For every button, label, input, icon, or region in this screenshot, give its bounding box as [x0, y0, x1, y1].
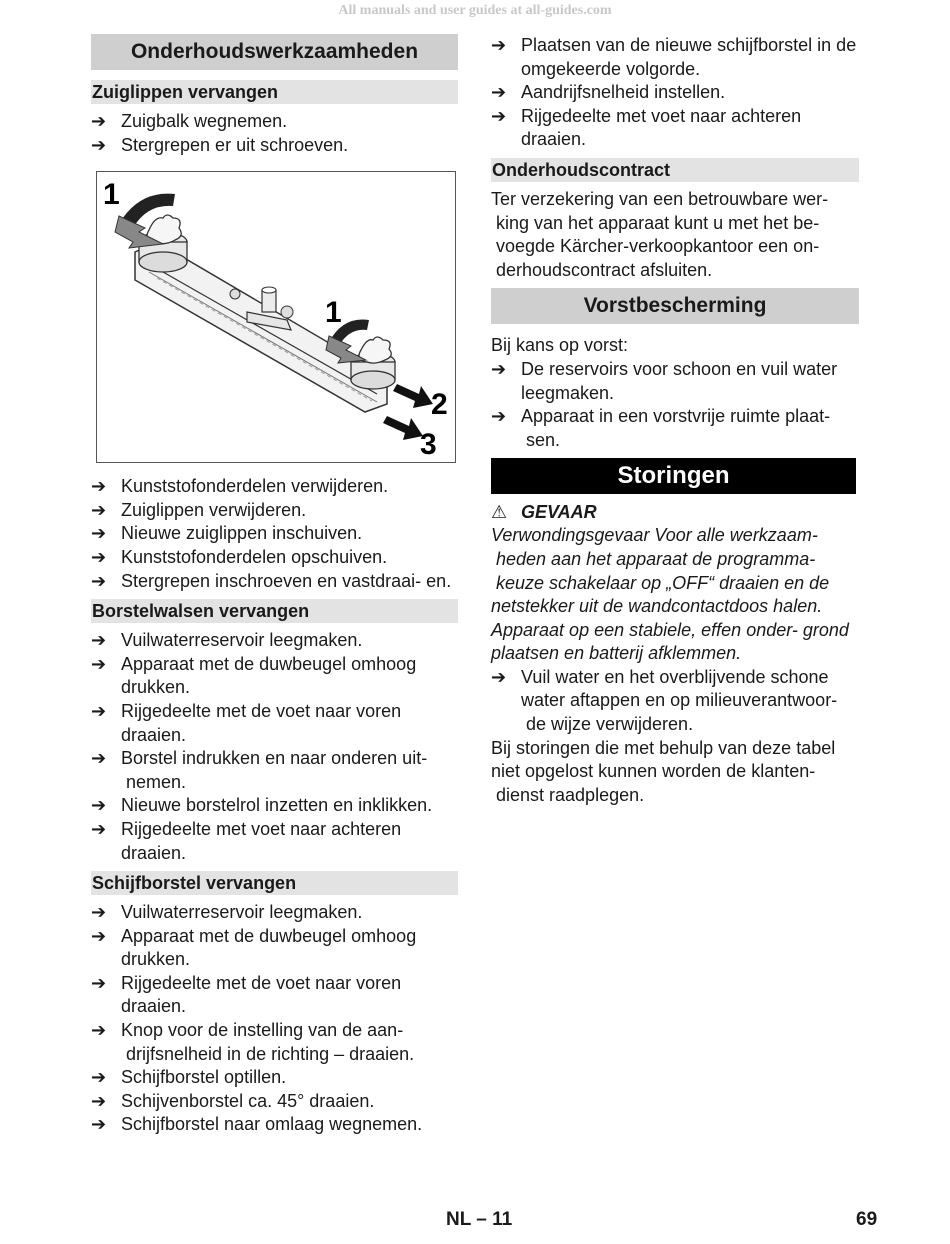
list-item — [91, 901, 458, 925]
list-item — [91, 818, 458, 865]
arrow-right-icon: ➔ — [91, 748, 107, 769]
section-title-storingen: Storingen — [491, 458, 856, 494]
arrow-right-icon: ➔ — [91, 795, 107, 816]
section-title-vorst: Vorstbescherming — [491, 288, 859, 324]
list-item-text: Rijgedeelte met de voet naar voren draaien. — [121, 972, 402, 1017]
list-item-text: Apparaat met de duwbeugel omhoog drukken. — [121, 925, 417, 970]
list-item — [91, 110, 458, 134]
list-item — [91, 1113, 458, 1137]
list-item-text: Kunststofonderdelen opschuiven. — [121, 546, 388, 567]
heading-onderhoudscontract: Onderhoudscontract — [491, 158, 859, 182]
section-title-onderhoud: Onderhoudswerkzaamheden — [91, 34, 458, 70]
arrow-right-icon: ➔ — [491, 666, 507, 687]
arrow-right-icon: ➔ — [91, 476, 107, 497]
figure-label-1b: 1 — [325, 296, 342, 330]
arrow-right-icon: ➔ — [91, 630, 107, 651]
list-item — [491, 666, 859, 737]
list-item-text: Kunststofonderdelen verwijderen. — [121, 476, 389, 497]
list-item — [491, 34, 859, 81]
list-schijfborstel — [91, 901, 458, 1137]
arrow-right-icon: ➔ — [491, 105, 507, 126]
arrow-right-icon: ➔ — [91, 134, 107, 155]
arrow-right-icon: ➔ — [91, 523, 107, 544]
arrow-right-icon: ➔ — [91, 700, 107, 721]
arrow-right-icon: ➔ — [91, 546, 107, 567]
figure-label-1a: 1 — [103, 178, 120, 212]
list-item — [91, 700, 458, 747]
list-item — [491, 358, 859, 405]
arrow-right-icon: ➔ — [91, 902, 107, 923]
list-item-text: Borstel indrukken en naar onderen uit- nemen. — [121, 748, 428, 792]
list-item-text: Rijgedeelte met voet naar achteren draaien. — [521, 105, 802, 150]
list-item-text: Zuigbalk wegnemen. — [121, 111, 288, 131]
list-zuiglippen-before — [91, 110, 458, 157]
list-item-text: Vuilwaterreservoir leegmaken. — [121, 902, 363, 923]
watermark: All manuals and user guides at all-guides.com — [338, 3, 612, 18]
list-item — [491, 81, 859, 105]
list-item-text: Stergrepen er uit schroeven. — [121, 134, 349, 155]
arrow-right-icon: ➔ — [91, 570, 107, 591]
list-item — [91, 570, 458, 594]
arrow-right-icon: ➔ — [91, 1114, 107, 1135]
list-item — [91, 475, 458, 499]
list-item-text: Rijgedeelte met de voet naar voren draaien. — [121, 700, 402, 745]
list-item — [91, 629, 458, 653]
arrow-right-icon: ➔ — [91, 818, 107, 839]
list-item — [91, 925, 458, 972]
list-item-text: Nieuwe borstelrol inzetten en inklikken. — [121, 795, 433, 816]
arrow-right-icon: ➔ — [91, 1090, 107, 1111]
heading-schijfborstel: Schijfborstel vervangen — [91, 871, 458, 895]
list-item — [91, 972, 458, 1019]
list-item — [91, 499, 458, 523]
heading-borstelwalsen: Borstelwalsen vervangen — [91, 599, 458, 623]
list-item — [491, 105, 859, 152]
list-item — [91, 794, 458, 818]
list-borstelwalsen — [91, 629, 458, 865]
left-column — [91, 34, 458, 1143]
arrow-right-icon: ➔ — [91, 1020, 107, 1041]
list-storingen — [491, 666, 859, 737]
list-item — [91, 747, 458, 794]
text-vorst-intro: Bij kans op vorst: — [491, 335, 629, 356]
list-item-text: Schijfborstel naar omlaag wegnemen. — [121, 1114, 423, 1135]
list-item-text: Apparaat in een vorstvrije ruimte plaat- sen. — [521, 406, 831, 450]
list-item-text: Rijgedeelte met voet naar achteren draaien. — [121, 818, 402, 863]
list-item-text: Plaatsen van de nieuwe schijfborstel in de omgekeerde volgorde. — [521, 35, 857, 79]
arrow-right-icon: ➔ — [91, 499, 107, 520]
right-column — [491, 34, 859, 813]
list-item-text: Knop voor de instelling van de aan- drijfsnelheid in de richting – draaien. — [121, 1020, 415, 1064]
list-zuiglippen-after — [91, 475, 458, 593]
list-item — [91, 134, 458, 158]
list-item-text: Vuilwaterreservoir leegmaken. — [121, 630, 363, 651]
list-item-text: Schijfborstel optillen. — [121, 1067, 287, 1088]
list-item-text: Aandrijfsnelheid instellen. — [521, 82, 726, 103]
list-item — [91, 522, 458, 546]
list-item — [491, 405, 859, 452]
text-storingen-closing: Bij storingen die met behulp van deze tabel niet opgelost kunnen worden de klanten- dienst raadplegen. — [491, 737, 836, 805]
list-item — [91, 1090, 458, 1114]
arrow-right-icon: ➔ — [491, 35, 507, 55]
list-item — [91, 1066, 458, 1090]
heading-zuiglippen: Zuiglippen vervangen — [91, 80, 458, 104]
warning-heading — [491, 500, 859, 524]
list-item-text: Nieuwe zuiglippen inschuiven. — [121, 523, 363, 544]
list-item-text: Apparaat met de duwbeugel omhoog drukken. — [121, 653, 417, 698]
text-onderhoudscontract: Ter verzekering van een betrouwbare wer- king van het apparaat kunt u met het be- voegde Kärcher-verkoopkantoor een on- derhoudscontract afsluiten. — [491, 188, 829, 280]
arrow-right-icon: ➔ — [91, 972, 107, 993]
arrow-right-icon: ➔ — [91, 111, 107, 131]
arrow-right-icon: ➔ — [491, 82, 507, 103]
squeegee-illustration — [97, 172, 455, 462]
figure-label-3: 3 — [420, 428, 437, 462]
figure-squeegee — [96, 171, 456, 463]
warning-title: GEVAAR — [521, 502, 597, 523]
arrow-right-icon: ➔ — [91, 653, 107, 674]
list-item-text: Stergrepen inschroeven en vastdraai- en. — [121, 570, 452, 591]
footer-page-label: NL – 11 — [446, 1209, 513, 1230]
warning-text: Verwondingsgevaar Voor alle werkzaam- heden aan het apparaat de programma- keuze schakelaar op „OFF“ draaien en de netstekker uit de wandcontactdoos halen. Apparaat op een stabiele, effen onder- grond plaatsen en batterij afklemmen. — [491, 525, 849, 664]
list-vorst — [491, 358, 859, 452]
arrow-right-icon: ➔ — [491, 358, 507, 379]
list-item — [91, 1019, 458, 1066]
list-schijfborstel-cont — [491, 34, 859, 152]
arrow-right-icon: ➔ — [91, 1067, 107, 1088]
list-item-text: De reservoirs voor schoon en vuil water leegmaken. — [521, 358, 838, 403]
arrow-right-icon: ➔ — [491, 406, 507, 427]
footer-page-number: 69 — [856, 1209, 878, 1230]
list-item — [91, 653, 458, 700]
list-item-text: Vuil water en het overblijvende schone water aftappen en op milieuverantwoor- de wijze verwijderen. — [521, 666, 838, 735]
warning-triangle-icon: ⚠ — [491, 502, 508, 523]
list-item-text: Zuiglippen verwijderen. — [121, 499, 307, 520]
figure-label-2: 2 — [431, 388, 448, 422]
list-item-text: Schijvenborstel ca. 45° draaien. — [121, 1090, 375, 1111]
arrow-right-icon: ➔ — [91, 925, 107, 946]
list-item — [91, 546, 458, 570]
